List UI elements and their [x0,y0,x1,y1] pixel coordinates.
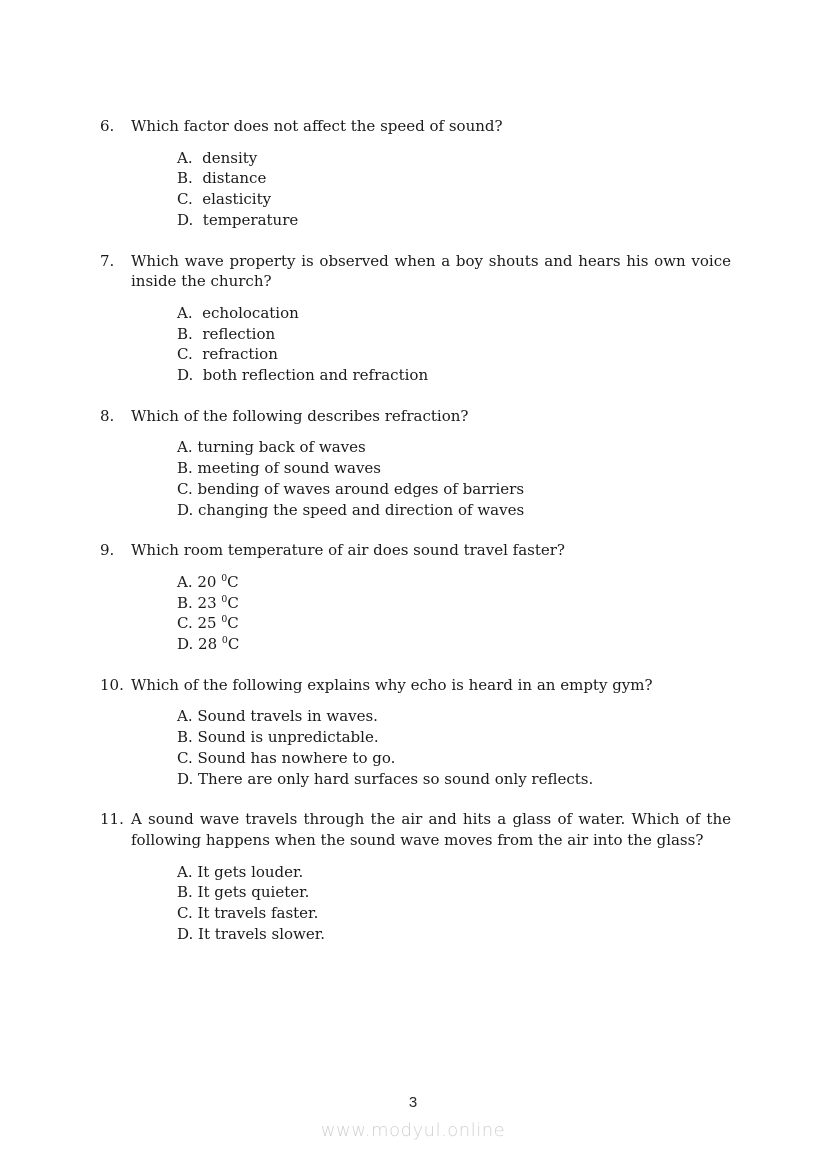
question-number: 7. [100,251,115,270]
watermark: www.modyul.online [320,1120,506,1141]
answer-option: C. refraction [177,345,278,364]
options-list [177,148,731,231]
answer-option: B. Sound is unpredictable. [177,728,379,747]
options-list [177,862,731,945]
question-number: 6. [100,117,115,135]
question-body [131,675,731,790]
question-number: 9. [100,541,115,560]
answer-option: B. meeting of sound waves [177,459,381,478]
answer-option: A. echolocation [177,303,299,322]
question-text: Which factor does not affect the speed of sound? [131,117,503,135]
question-block [100,809,731,944]
options-list [177,437,731,520]
options-list [177,303,731,386]
question-number: 11. [100,810,124,829]
question-text: Which of the following describes refraction? [131,406,469,425]
answer-option: C. It travels faster. [177,904,319,923]
answer-option: A. It gets louder. [177,862,304,881]
question-body [131,809,731,944]
question-block [100,251,731,386]
answer-option: B. distance [177,169,267,188]
superscript-zero: 0 [221,635,228,647]
answer-option: D. temperature [177,210,299,229]
question-body [131,406,731,521]
answer-option: D. 28 $^0$C [177,635,240,654]
superscript-zero: 0 [221,614,228,626]
question-number: 10. [100,675,124,694]
answer-option: C. Sound has nowhere to go. [177,748,396,767]
answer-option: D. changing the speed and direction of waves [177,500,525,519]
superscript-zero: 0 [221,593,228,605]
options-list [177,572,731,655]
superscript-zero: 0 [221,572,228,584]
answer-option: C. elasticity [177,190,272,209]
options-list [177,706,731,789]
answer-option: D. It travels slower. [177,924,326,943]
answer-option: B. reflection [177,324,276,343]
question-body [131,540,731,655]
questions-list [100,116,731,965]
answer-option: A. density [177,148,258,167]
question-body [131,251,731,386]
answer-option: D. both reflection and refraction [177,366,429,385]
answer-option: D. There are only hard surfaces so sound only reflects. [177,769,594,788]
answer-option: A. 20 $^0$C [177,572,239,591]
question-block [100,406,731,521]
answer-option: B. 23 $^0$C [177,593,239,612]
question-block [100,675,731,790]
question-body [131,116,731,231]
answer-option: A. Sound travels in waves. [177,707,378,726]
answer-option: B. It gets quieter. [177,883,310,902]
question-block [100,540,731,655]
question-number: 8. [100,406,115,425]
question-block [100,116,731,231]
answer-option: C. 25 $^0$C [177,614,239,633]
question-text: following happens when the sound wave moves from the air into the glass? [131,830,704,849]
answer-option: A. turning back of waves [177,438,366,457]
question-text: Which wave property is observed when a boy shouts and hears his own voice [131,251,731,270]
question-text: inside the church? [131,272,272,291]
question-text: Which of the following explains why echo is heard in an empty gym? [131,675,653,694]
page-number: 3 [408,1094,418,1111]
question-text: A sound wave travels through the air and hits a glass of water. Which of the [131,810,731,829]
question-text: Which room temperature of air does sound travel faster? [131,541,565,560]
answer-option: C. bending of waves around edges of barriers [177,479,525,498]
